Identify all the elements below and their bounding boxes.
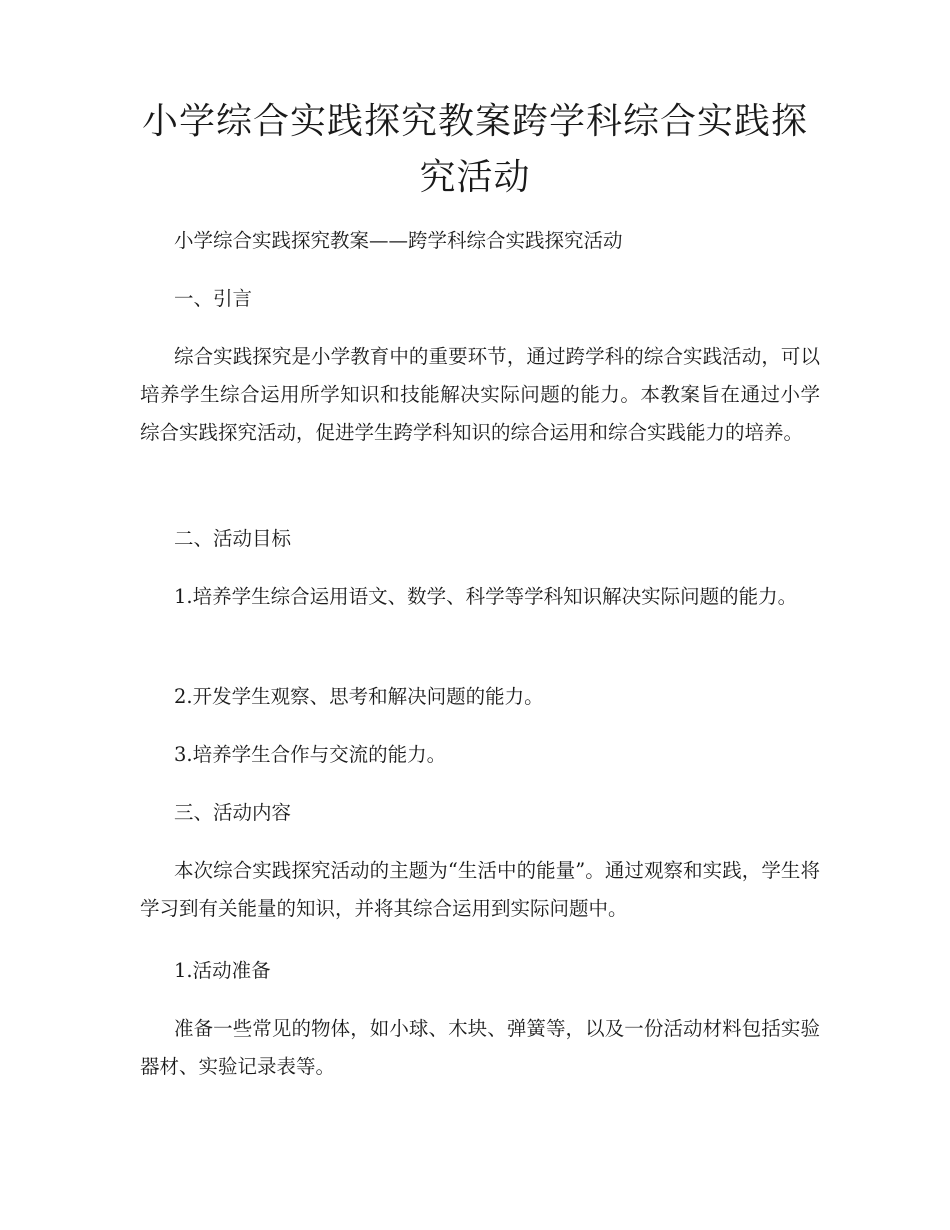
introduction-paragraph: 综合实践探究是小学教育中的重要环节，通过跨学科的综合实践活动，可以培养学生综合运用所学知识和技能解决实际问题的能力。本教案旨在通过小学综合实践探究活动，促进学生跨学科知识的综合运用和综合实践能力的培养。 [140,345,820,444]
subtitle-paragraph: 小学综合实践探究教案——跨学科综合实践探究活动 [174,229,623,252]
document-title: 小学综合实践探究教案跨学科综合实践探究活动 [141,101,808,198]
section-heading-goals: 二、活动目标 [174,527,292,550]
section-heading-content: 三、活动内容 [174,801,292,824]
subsection-heading-preparation: 1.活动准备 [174,959,271,982]
content-paragraph: 本次综合实践探究活动的主题为“生活中的能量”。通过观察和实践，学生将学习到有关能量的知识，并将其综合运用到实际问题中。 [140,859,820,920]
goal-item-1: 1.培养学生综合运用语文、数学、科学等学科知识解决实际问题的能力。 [174,585,798,608]
goal-item-2: 2.开发学生观察、思考和解决问题的能力。 [174,685,544,708]
section-heading-introduction: 一、引言 [174,287,253,310]
preparation-paragraph: 准备一些常见的物体，如小球、木块、弹簧等，以及一份活动材料包括实验器材、实验记录表等。 [140,1017,820,1078]
goal-item-3: 3.培养学生合作与交流的能力。 [174,743,447,766]
